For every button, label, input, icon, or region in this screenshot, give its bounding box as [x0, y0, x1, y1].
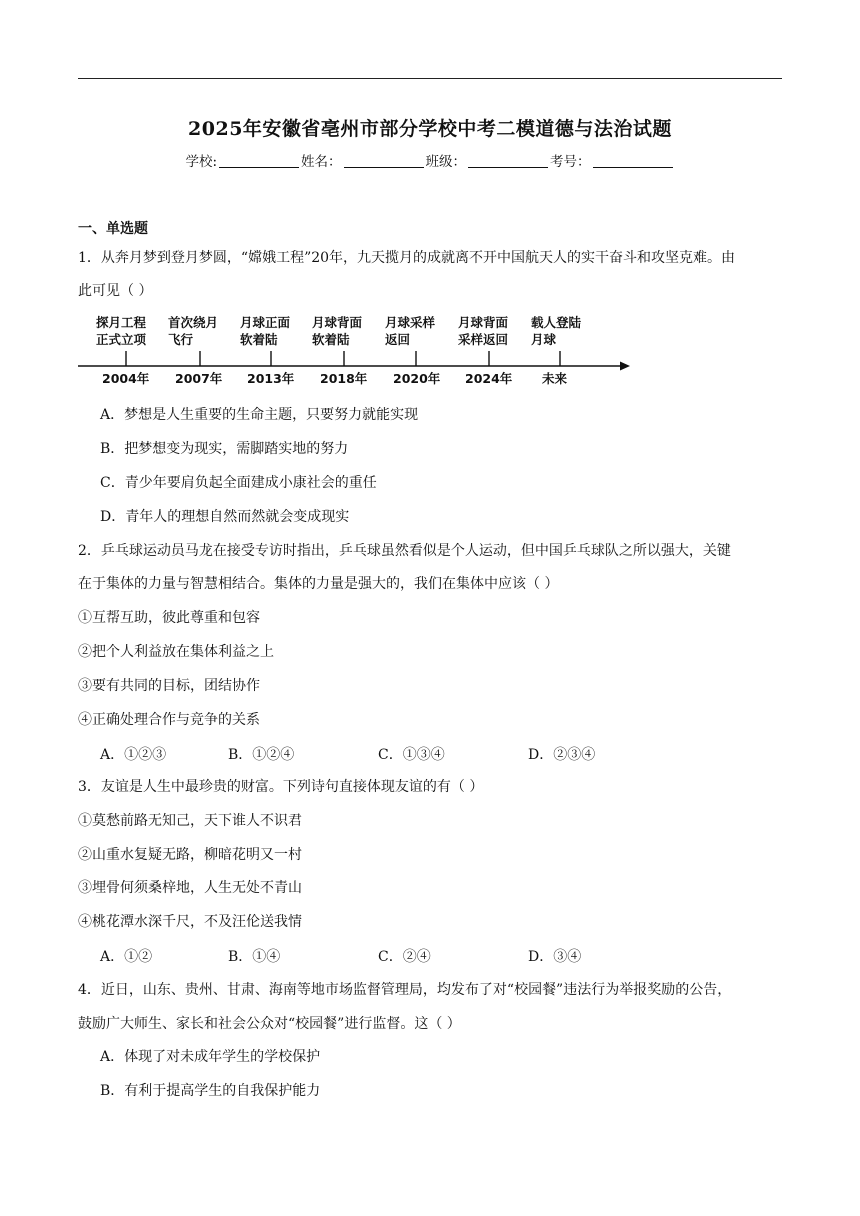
- q2-option-b[interactable]: B．①②④: [228, 747, 295, 763]
- q4-option-a[interactable]: A．体现了对未成年学生的学校保护: [100, 1049, 321, 1065]
- q3-option-c[interactable]: C．②④: [378, 949, 431, 965]
- exam-no-blank[interactable]: [593, 153, 673, 168]
- name-label: 姓名：: [301, 154, 342, 170]
- q1-stem-line2: 此可见（ ）: [78, 283, 153, 299]
- q1-option-d[interactable]: D．青年人的理想自然而然就会变成现实: [100, 509, 350, 525]
- q3-item-3: ③埋骨何须桑梓地，人生无处不青山: [78, 880, 302, 896]
- timeline-year-label: 2020年: [393, 371, 441, 386]
- timeline-arrowhead: [620, 362, 630, 371]
- class-label: 班级：: [425, 154, 467, 170]
- timeline-year-label: 2018年: [320, 371, 368, 386]
- timeline-year-label: 未来: [542, 371, 568, 386]
- q3-stem: 3．友谊是人生中最珍贵的财富。下列诗句直接体现友谊的有（ ）: [78, 779, 484, 795]
- q4-option-b[interactable]: B．有利于提高学生的自我保护能力: [100, 1083, 321, 1099]
- header-rule: [78, 78, 782, 79]
- timeline-event-label: 月球采样 返回: [385, 315, 436, 347]
- q4-stem-line2: 鼓励广大师生、家长和社会公众对“校园餐”进行监督。这（ ）: [78, 1016, 461, 1032]
- q2-option-a[interactable]: A．①②③: [100, 747, 167, 763]
- page-title: 2025年安徽省亳州市部分学校中考二模道德与法治试题: [188, 118, 672, 140]
- q4-stem-line1: 4．近日，山东、贵州、甘肃、海南等地市场监督管理局，均发布了对“校园餐”违法行为举报奖励的公告，: [78, 982, 732, 998]
- lunar-program-timeline: [78, 310, 638, 390]
- timeline-event-label: 探月工程 正式立项: [96, 315, 147, 347]
- timeline-event-label: 月球背面 软着陆: [312, 315, 363, 347]
- q3-option-b[interactable]: B．①④: [228, 949, 281, 965]
- name-blank[interactable]: [344, 153, 424, 168]
- timeline-ticks: [126, 351, 560, 366]
- q2-item-3: ③要有共同的目标，团结协作: [78, 678, 260, 694]
- timeline-event-label: 月球正面 软着陆: [240, 315, 291, 347]
- school-blank[interactable]: [219, 153, 299, 168]
- timeline-event-label: 首次绕月 飞行: [168, 315, 219, 347]
- q3-item-2: ②山重水复疑无路，柳暗花明又一村: [78, 847, 302, 863]
- timeline-year-label: 2004年: [102, 371, 150, 386]
- student-info-line: [0, 150, 860, 170]
- timeline-year-label: 2007年: [175, 371, 223, 386]
- exam-no-label: 考号：: [550, 154, 591, 170]
- q3-item-1: ①莫愁前路无知己，天下谁人不识君: [78, 813, 302, 829]
- q2-item-2: ②把个人利益放在集体利益之上: [78, 644, 274, 660]
- q2-item-1: ①互帮互助，彼此尊重和包容: [78, 610, 260, 626]
- q1-option-b[interactable]: B．把梦想变为现实，需脚踏实地的努力: [100, 441, 349, 457]
- q1-option-c[interactable]: C．青少年要肩负起全面建成小康社会的重任: [100, 475, 377, 491]
- q3-option-d[interactable]: D．③④: [528, 949, 582, 965]
- timeline-year-label: 2024年: [465, 371, 513, 386]
- q2-option-d[interactable]: D．②③④: [528, 747, 596, 763]
- timeline-event-label: 载人登陆 月球: [531, 315, 582, 347]
- q2-option-c[interactable]: C．①③④: [378, 747, 445, 763]
- q1-option-a[interactable]: A．梦想是人生重要的生命主题，只要努力就能实现: [100, 407, 419, 423]
- q3-option-a[interactable]: A．①②: [100, 949, 153, 965]
- section-heading: 一、单选题: [78, 221, 148, 237]
- q1-stem-line1: 1．从奔月梦到登月梦圆，“嫦娥工程”20年，九天揽月的成就离不开中国航天人的实干奋斗和攻坚克难。由: [78, 250, 736, 266]
- timeline-year-label: 2013年: [247, 371, 295, 386]
- school-label: 学校:: [185, 154, 218, 170]
- q3-item-4: ④桃花潭水深千尺，不及汪伦送我情: [78, 914, 302, 930]
- q2-item-4: ④正确处理合作与竞争的关系: [78, 712, 260, 728]
- timeline-event-label: 月球背面 采样返回: [458, 315, 509, 347]
- q2-stem-line1: 2．乒乓球运动员马龙在接受专访时指出，乒乓球虽然看似是个人运动，但中国乒乓球队之所以强大，关键: [78, 543, 731, 559]
- q2-stem-line2: 在于集体的力量与智慧相结合。集体的力量是强大的，我们在集体中应该（ ）: [78, 576, 559, 592]
- class-blank[interactable]: [468, 153, 548, 168]
